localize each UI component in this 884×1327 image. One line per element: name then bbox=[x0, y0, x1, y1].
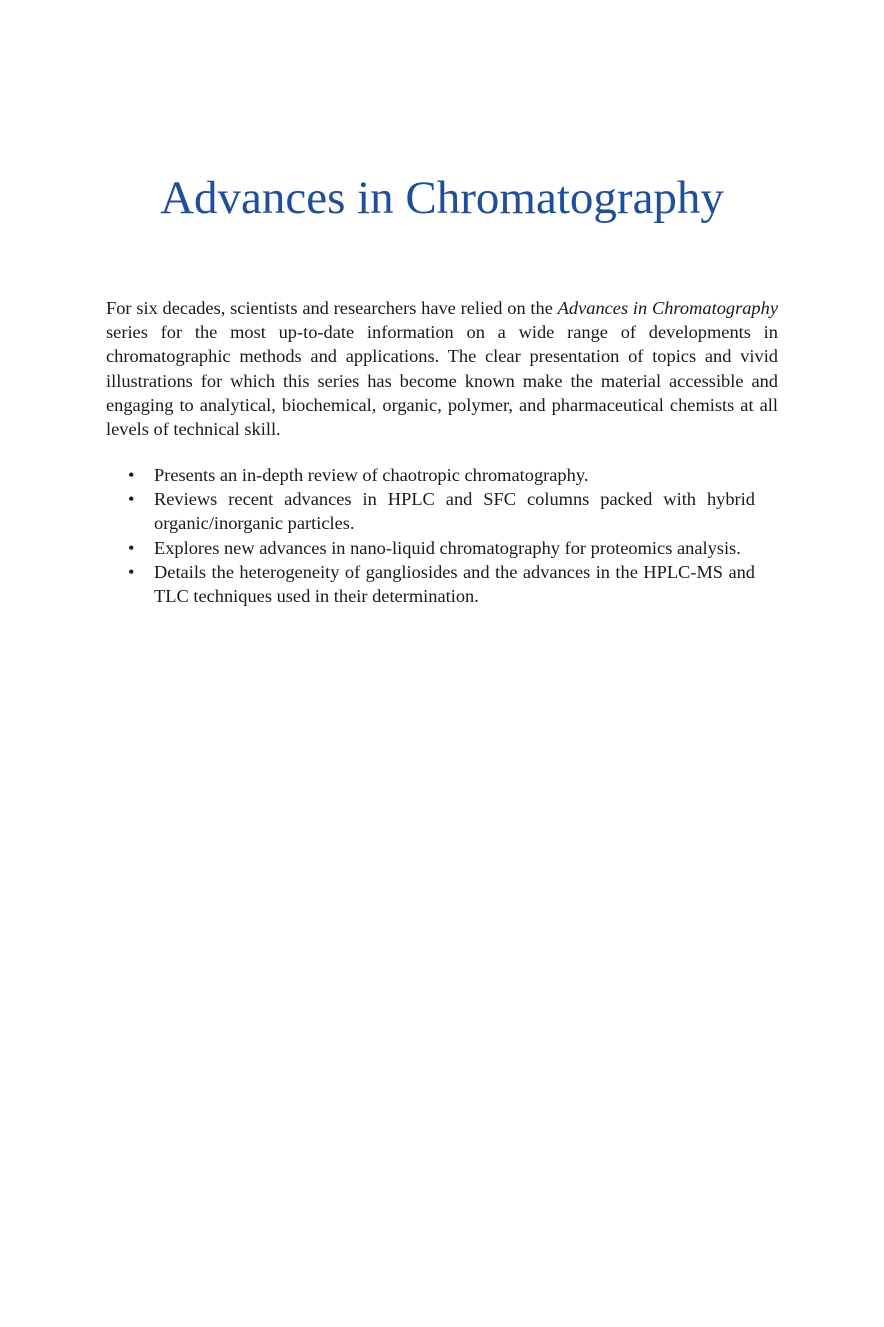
feature-item bbox=[106, 463, 755, 487]
feature-text: Explores new advances in nano-liquid chromatography for proteomics analysis. bbox=[154, 537, 741, 558]
bullet-icon: • bbox=[128, 537, 135, 558]
feature-item bbox=[106, 536, 755, 560]
intro-lead-text: For six decades, scientists and researchers have relied on the bbox=[106, 298, 558, 318]
bullet-icon: • bbox=[128, 489, 135, 510]
intro-rest-text: series for the most up-to-date information on a wide range of developments in chromatographic methods and applications. The clear presentation of topics and vivid illustrations for which this series has become known make the material accessible and engaging to analytical, biochemical, organic, polymer, and pharmaceutical chemists at all levels of technical skill. bbox=[106, 322, 778, 440]
feature-text: Details the heterogeneity of gangliosides and the advances in the HPLC-MS and TLC techniques used in their determination. bbox=[154, 561, 755, 607]
page-title: Advances in Chromatography bbox=[160, 172, 724, 224]
feature-list bbox=[106, 463, 755, 608]
intro-paragraph bbox=[106, 296, 778, 441]
feature-text: Reviews recent advances in HPLC and SFC columns packed with hybrid organic/inorganic particles. bbox=[154, 489, 755, 534]
feature-text: Presents an in-depth review of chaotropic chromatography. bbox=[154, 465, 589, 485]
feature-item bbox=[106, 560, 755, 608]
series-name: Advances in Chromatography bbox=[557, 298, 778, 318]
feature-item bbox=[106, 487, 755, 535]
bullet-icon: • bbox=[128, 561, 135, 582]
bullet-icon: • bbox=[128, 465, 135, 485]
